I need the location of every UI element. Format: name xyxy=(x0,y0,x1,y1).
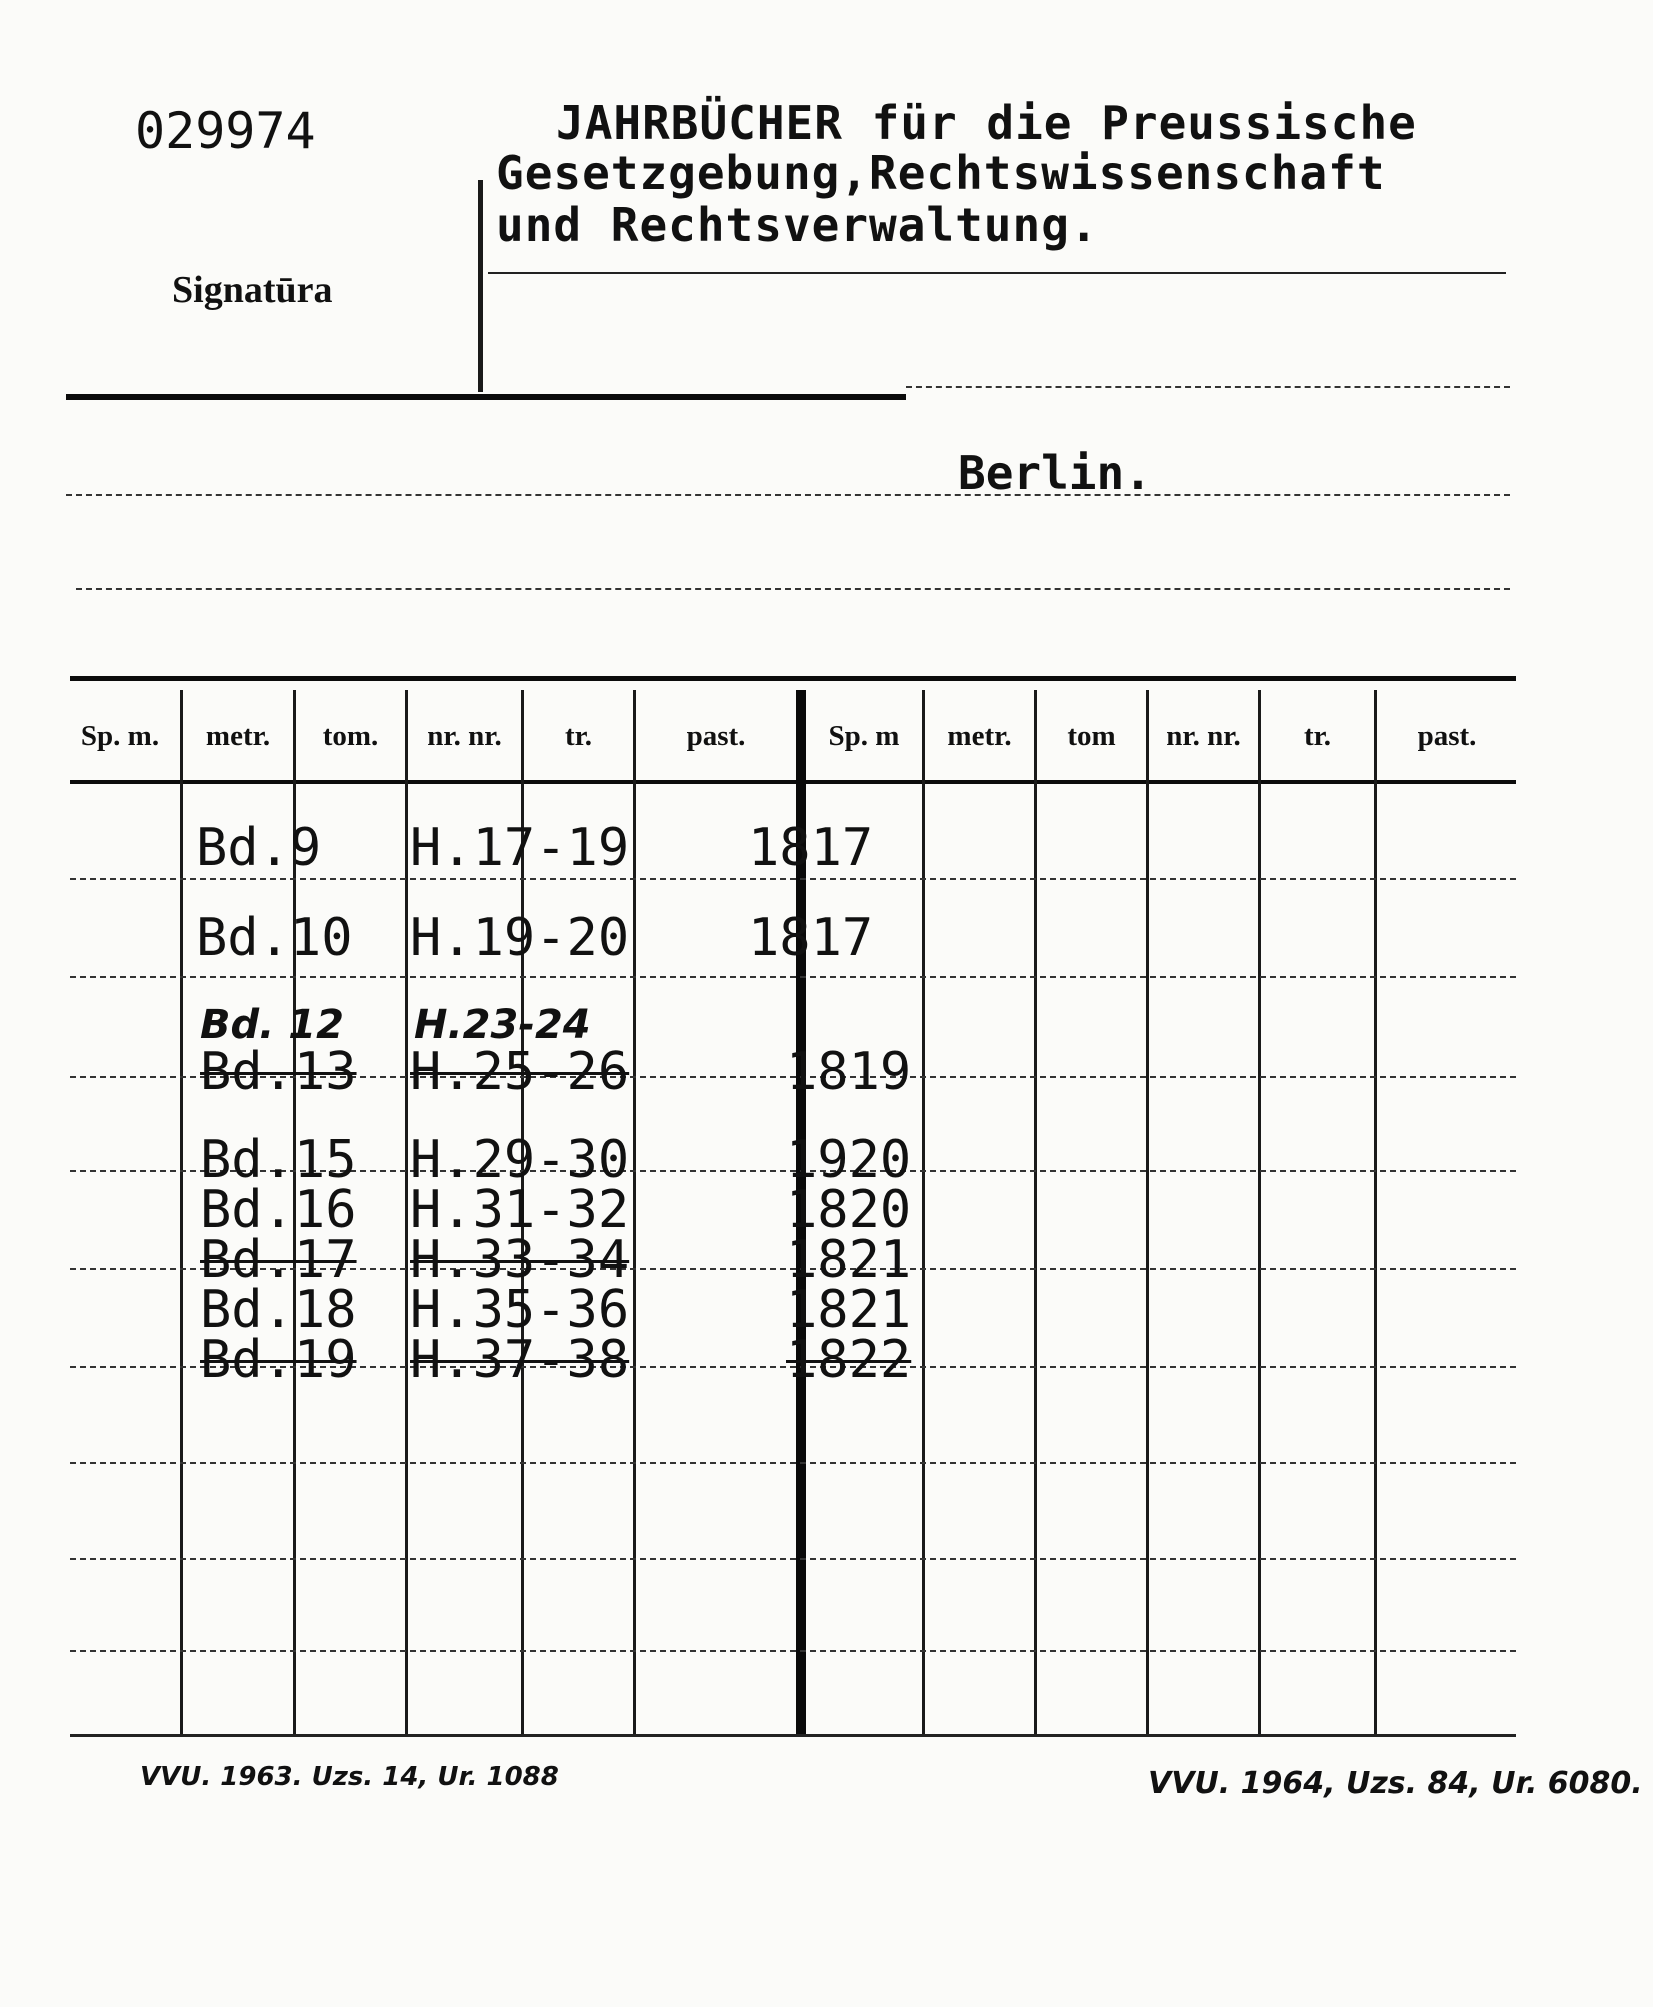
issues-cell: H.17-19 xyxy=(410,818,630,878)
blank-line xyxy=(76,588,1510,590)
issues-cell: H.31-32 xyxy=(410,1180,630,1240)
issues-cell: H.25-26 xyxy=(410,1042,630,1102)
volume-cell: Bd.15 xyxy=(200,1130,357,1190)
volume-cell: Bd.17 xyxy=(200,1230,357,1290)
table-top-rule xyxy=(70,676,1516,681)
volume-cell: Bd.9 xyxy=(196,818,322,878)
col-divider xyxy=(922,690,925,1734)
issues-cell-handwritten: H.23-24 xyxy=(414,1002,591,1048)
header-metr-left: metr. xyxy=(205,720,271,752)
title-line-3: und Rechtsverwaltung. xyxy=(496,198,1099,252)
card-id-number: 029974 xyxy=(135,102,316,160)
volume-cell: Bd.10 xyxy=(196,908,353,968)
place-line xyxy=(66,494,1510,496)
header-rule xyxy=(66,394,906,400)
volume-cell-handwritten: Bd. 12 xyxy=(200,1002,344,1048)
issues-cell: H.35-36 xyxy=(410,1280,630,1340)
year-cell: 1817 xyxy=(748,908,874,968)
header-tr-right: tr. xyxy=(1303,720,1332,752)
col-divider xyxy=(1146,690,1149,1734)
col-divider xyxy=(1034,690,1037,1734)
row-rule xyxy=(70,1650,1516,1652)
title-underline xyxy=(488,272,1506,274)
col-divider xyxy=(1258,690,1261,1734)
header-rule-dashed xyxy=(906,386,1510,388)
title-line-2: Gesetzgebung,Rechtswissenschaft xyxy=(496,146,1386,200)
header-past-right: past. xyxy=(1417,720,1477,752)
year-cell: 1817 xyxy=(748,818,874,878)
table-header-rule xyxy=(70,780,1516,784)
header-past-left: past. xyxy=(686,720,746,752)
row-rule xyxy=(70,1558,1516,1560)
header-sp-m-left: Sp. m. xyxy=(80,720,160,752)
place-of-publication: Berlin. xyxy=(958,446,1152,500)
volume-cell: Bd.19 xyxy=(200,1330,357,1390)
year-cell: 1819 xyxy=(786,1042,912,1102)
issues-cell: H.29-30 xyxy=(410,1130,630,1190)
issues-cell: H.19-20 xyxy=(410,908,630,968)
title-line-1: JAHRBÜCHER für die Preussische xyxy=(556,96,1417,150)
footer-note-right: VVU. 1964, Uzs. 84, Ur. 6080. xyxy=(1148,1766,1643,1801)
volume-cell: Bd.13 xyxy=(200,1042,357,1102)
header-tom-left: tom. xyxy=(322,720,379,752)
table-bottom-rule xyxy=(70,1734,1516,1737)
issues-cell: H.33-34 xyxy=(410,1230,630,1290)
header-metr-right: metr. xyxy=(947,720,1012,752)
header-tr-left: tr. xyxy=(564,720,593,752)
header-tom-right: tom xyxy=(1067,720,1116,752)
col-divider xyxy=(405,690,408,1734)
year-cell: 1920 xyxy=(786,1130,912,1190)
col-divider xyxy=(1374,690,1377,1734)
volume-cell: Bd.16 xyxy=(200,1180,357,1240)
row-rule xyxy=(70,976,1516,978)
year-cell: 1822 xyxy=(786,1330,912,1390)
signature-label: Signatūra xyxy=(172,269,333,311)
volume-cell: Bd.18 xyxy=(200,1280,357,1340)
year-cell: 1821 xyxy=(786,1230,912,1290)
header-divider xyxy=(478,180,483,392)
year-cell: 1821 xyxy=(786,1280,912,1340)
row-rule xyxy=(70,878,1516,880)
col-divider xyxy=(633,690,636,1734)
header-sp-m-right: Sp. m xyxy=(828,720,900,752)
col-divider xyxy=(180,690,183,1734)
year-cell: 1820 xyxy=(786,1180,912,1240)
header-nr-right: nr. nr. xyxy=(1166,720,1241,752)
header-nr-left: nr. nr. xyxy=(427,720,502,752)
issues-cell: H.37-38 xyxy=(410,1330,630,1390)
row-rule xyxy=(70,1462,1516,1464)
footer-note-left: VVU. 1963. Uzs. 14, Ur. 1088 xyxy=(140,1762,559,1792)
